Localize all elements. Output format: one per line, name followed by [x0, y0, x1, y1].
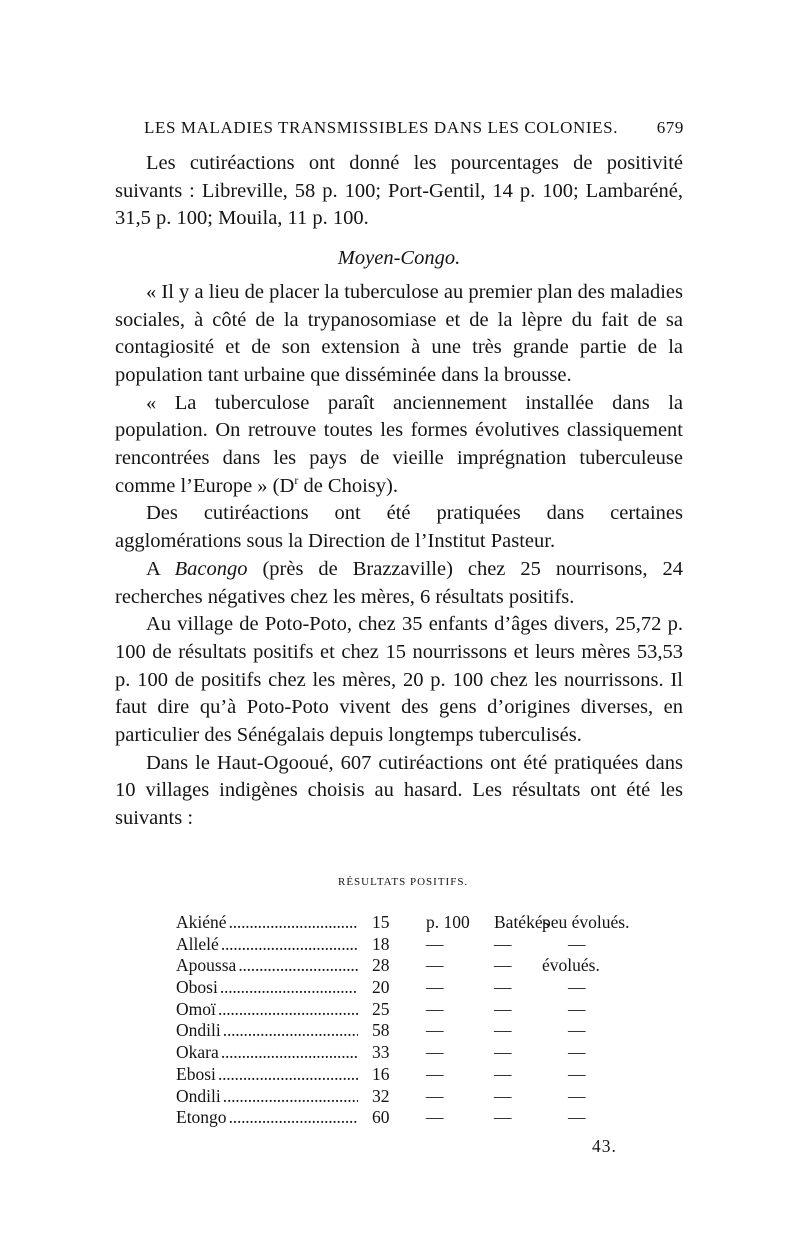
status-cell: — [568, 933, 586, 954]
village-name: Akiéné . . . [176, 912, 358, 933]
village-name: Okara . . . [176, 1042, 358, 1063]
village-name: Apoussa . . . [176, 955, 358, 976]
paragraph-institut-pasteur: Des cutiréactions ont été pratiquées dans certaines agglomérations sous la Direction de l’Institut Pasteur. [115, 502, 683, 553]
group-cell: — [494, 1020, 512, 1041]
positive-count: 28 [372, 955, 390, 976]
group-cell: — [494, 998, 512, 1019]
status-cell: — [568, 1063, 586, 1084]
table-row [176, 1107, 636, 1129]
village-name: Etongo . . . [176, 1107, 358, 1128]
unit-cell: — [426, 933, 444, 954]
group-cell: — [494, 1042, 512, 1063]
paragraph-tuberculosis-installed [115, 390, 683, 501]
paragraph-bacongo [115, 556, 683, 611]
village-name: Allelé . . . [176, 934, 358, 955]
group-cell: — [494, 1085, 512, 1106]
status-cell: — [568, 1107, 586, 1128]
unit-cell: — [426, 955, 444, 976]
positive-count: 32 [372, 1085, 390, 1106]
results-table [176, 912, 636, 1129]
table-row [176, 1020, 636, 1042]
quote-attribution: de Choisy). [298, 474, 398, 497]
village-name: Ondili . . . [176, 1086, 358, 1107]
paragraph-poto-poto: Au village de Poto-Poto, chez 35 enfants d’âges divers, 25,72 p. 100 de résultats positifs et chez 15 nourrissons et leurs mères 53,53 p. 100 de positifs chez les mères, 20 p. 100 chez les nourrissons. Il faut dire qu’à Poto-Poto vivent des gens d’origines diverses, en particulier des Sénégalais depuis longtemps tuberculisés. [115, 613, 683, 747]
positive-count: 25 [372, 998, 390, 1019]
doctor-superscript: r [294, 472, 299, 487]
table-row [176, 999, 636, 1021]
group-cell: — [494, 1063, 512, 1084]
group-cell: — [494, 1107, 512, 1128]
signature-mark: 43. [592, 1136, 617, 1156]
bacongo-place: Bacongo [174, 557, 248, 580]
status-cell: — [568, 1085, 586, 1106]
bacongo-prefix: A [146, 557, 175, 580]
page-number: 679 [656, 118, 684, 137]
unit-cell: — [426, 1107, 444, 1128]
bacongo-text: (près de Brazzaville) chez 25 nourrisons, 24 recherches négatives chez les mères, 6 résultats positifs. [115, 557, 683, 608]
status-cell: — [568, 1042, 586, 1063]
village-name: Omoï . . . [176, 999, 358, 1020]
group-cell: — [494, 933, 512, 954]
group-cell: — [494, 955, 512, 976]
village-name: Obosi . . . [176, 977, 358, 998]
table-row [176, 1086, 636, 1108]
unit-cell: — [426, 1085, 444, 1106]
table-row [176, 1042, 636, 1064]
table-row [176, 955, 636, 977]
positive-count: 20 [372, 977, 390, 998]
group-cell: Batékés [494, 912, 550, 932]
positive-count: 18 [372, 933, 390, 954]
status-cell: — [568, 1020, 586, 1041]
paragraph-haut-ogooue: Dans le Haut-Ogooué, 607 cutiréactions ont été pratiquées dans 10 villages indigènes choisis au hasard. Les résultats ont été les suivants : [115, 751, 683, 830]
unit-cell: — [426, 1020, 444, 1041]
positive-count: 15 [372, 912, 390, 932]
quote-text: « La tuberculose paraît anciennement installée dans la population. On retrouve toutes les formes évolutives classiquement rencontrées dans les pays de vieille imprégnation tuberculeuse comme l’Europe » (D [115, 391, 683, 497]
table-row [176, 912, 636, 934]
village-name: Ebosi . . . [176, 1064, 358, 1085]
paragraph-social-diseases: « Il y a lieu de placer la tuberculose au premier plan des maladies sociales, à côté de la trypanosomiase et de la lèpre du fait de sa contagiosité et de son extension à une très grande partie de la population tant urbaine que disséminée dans la brousse. [115, 280, 683, 386]
unit-cell: p. 100 [426, 912, 470, 932]
unit-cell: — [426, 977, 444, 998]
status-cell: — [568, 977, 586, 998]
paragraph-gabon-results: Les cutiréactions ont donné les pourcentages de positivité suivants : Libreville, 58 p. 100; Port-Gentil, 14 p. 100; Lambaréné, 31,5 p. 100; Mouila, 11 p. 100. [115, 152, 683, 230]
status-cell: évolués. [542, 955, 600, 976]
status-cell: peu évolués. [542, 912, 630, 932]
positive-count: 58 [372, 1020, 390, 1041]
table-row [176, 977, 636, 999]
body-text [115, 150, 683, 833]
positive-count: 16 [372, 1063, 390, 1084]
unit-cell: — [426, 1042, 444, 1063]
running-head [144, 118, 684, 138]
table-row [176, 1064, 636, 1086]
status-cell: — [568, 998, 586, 1019]
group-cell: — [494, 977, 512, 998]
section-title-moyen-congo: Moyen-Congo. [337, 247, 461, 270]
unit-cell: — [426, 1063, 444, 1084]
village-name: Ondili . . . [176, 1020, 358, 1041]
table-row [176, 934, 636, 956]
running-head-title: LES MALADIES TRANSMISSIBLES DANS LES COLONIES. [144, 118, 619, 137]
positive-count: 33 [372, 1042, 390, 1063]
table-caption: RÉSULTATS POSITIFS. [338, 876, 469, 888]
positive-count: 60 [372, 1107, 390, 1128]
unit-cell: — [426, 998, 444, 1019]
